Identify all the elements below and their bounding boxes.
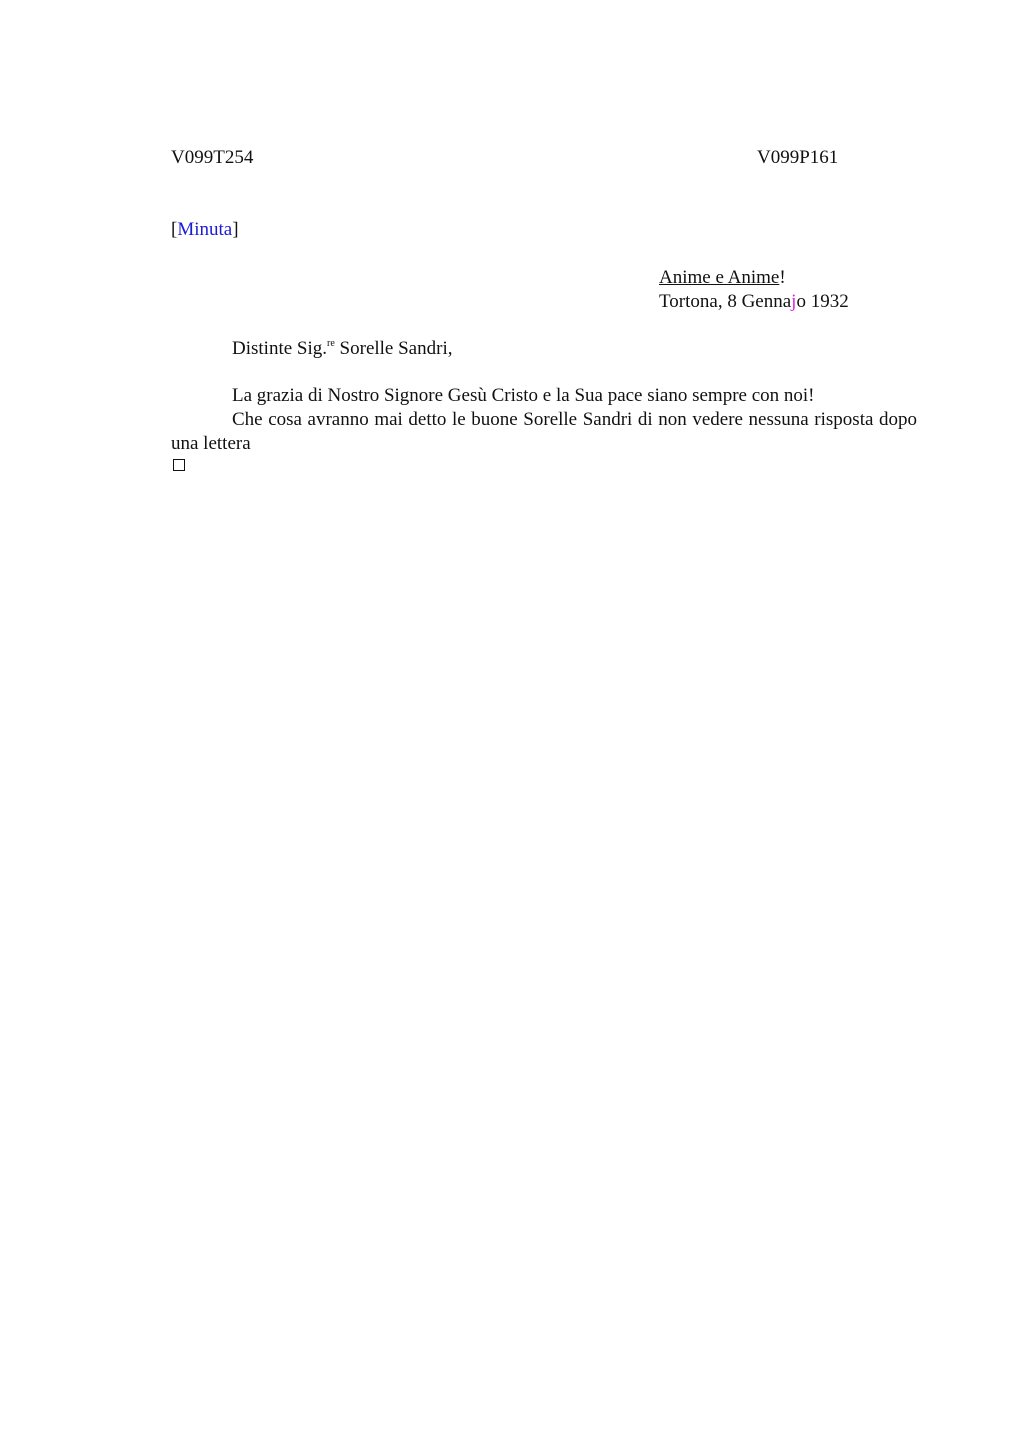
motto-text: Anime e Anime xyxy=(659,267,780,288)
minuta-note xyxy=(171,218,239,242)
minuta-label: Minuta xyxy=(177,219,233,240)
date-line xyxy=(659,290,849,314)
letter-paragraph-1: La grazia di Nostro Signore Gesù Cristo e la Sua pace siano sempre con noi! xyxy=(232,385,815,406)
document-code-left: V099T254 xyxy=(171,147,254,168)
document-code-right: V099P161 xyxy=(757,147,839,168)
bracket-close: ] xyxy=(232,219,239,240)
date-text-start: Tortona, 8 Genna xyxy=(659,291,792,312)
bracket-open: [ xyxy=(171,219,178,240)
motto-line xyxy=(659,266,786,290)
salutation xyxy=(232,337,452,364)
salutation-superscript: re xyxy=(327,338,335,349)
salutation-end: Sorelle Sandri, xyxy=(334,338,453,359)
date-highlight-letter: j xyxy=(791,291,797,312)
salutation-start: Distinte Sig. xyxy=(232,338,328,359)
date-text-end: o 1932 xyxy=(796,291,849,312)
empty-square-icon xyxy=(173,459,185,471)
letter-paragraph-2: Che cosa avranno mai detto le buone Sorelle Sandri di non vedere nessuna risposta dopo una lettera xyxy=(171,409,917,454)
motto-punctuation: ! xyxy=(779,267,786,288)
